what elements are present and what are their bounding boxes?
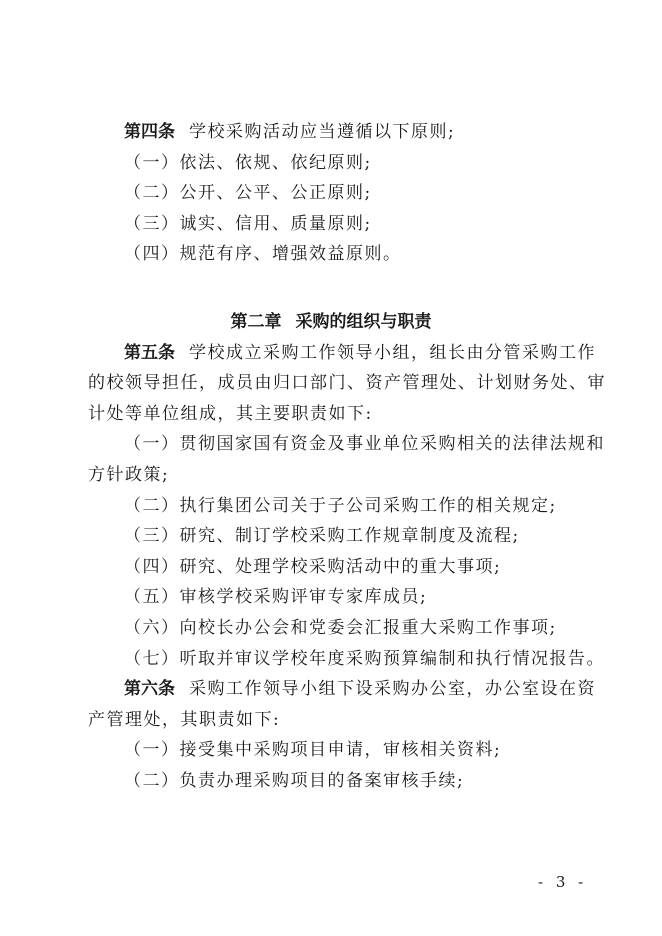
chapter-number: 第二章 [230,311,282,332]
article-text: 采购工作领导小组下设采购办公室，办公室设在资 [189,679,596,700]
article-label: 第四条 [124,122,175,142]
article-text: 学校成立采购工作领导小组，组长由分管采购工作 [189,342,596,363]
article-label: 第六条 [124,679,175,700]
paragraph-line: 产管理处，其职责如下: [88,709,281,730]
article-label: 第五条 [124,342,175,363]
article-6 [88,674,608,705]
chapter-title: 采购的组织与职责 [295,311,432,332]
chapter-heading [0,307,662,338]
article-4 [88,117,608,148]
paragraph-line: 的校领导担任，成员由归口部门、资产管理处、计划财务处、审 [88,373,606,394]
list-item: （三）诚实、信用、质量原则; [124,213,372,234]
list-item-continued: 方针政策; [88,464,170,485]
list-item: （四）规范有序、增强效益原则。 [124,244,402,265]
list-item: （二）执行集团公司关于子公司采购工作的相关规定; [124,495,557,516]
document-body [88,117,608,796]
list-item: （三）研究、制订学校采购工作规章制度及流程; [124,526,520,547]
list-item: （四）研究、处理学校采购活动中的重大事项; [124,556,502,577]
list-item: （五）审核学校采购评审专家库成员; [124,587,428,608]
article-5 [88,338,608,369]
list-item: （一）接受集中采购项目申请，审核相关资料; [124,740,502,761]
list-item: （二）公开、公平、公正原则; [124,183,372,204]
list-item: （一）贯彻国家国有资金及事业单位采购相关的法律法规和 [124,434,605,455]
page-number: - 3 - [538,873,588,891]
list-item: （一）依法、依规、依纪原则; [124,152,372,173]
paragraph-line: 计处等单位组成，其主要职责如下: [88,403,373,424]
list-item: （二）负责办理采购项目的备案审核手续; [124,770,465,791]
list-item: （七）听取并审议学校年度采购预算编制和执行情况报告。 [124,648,605,669]
article-text: 学校采购活动应当遵循以下原则; [189,122,456,142]
list-item: （六）向校长办公会和党委会汇报重大采购工作事项; [124,617,557,638]
